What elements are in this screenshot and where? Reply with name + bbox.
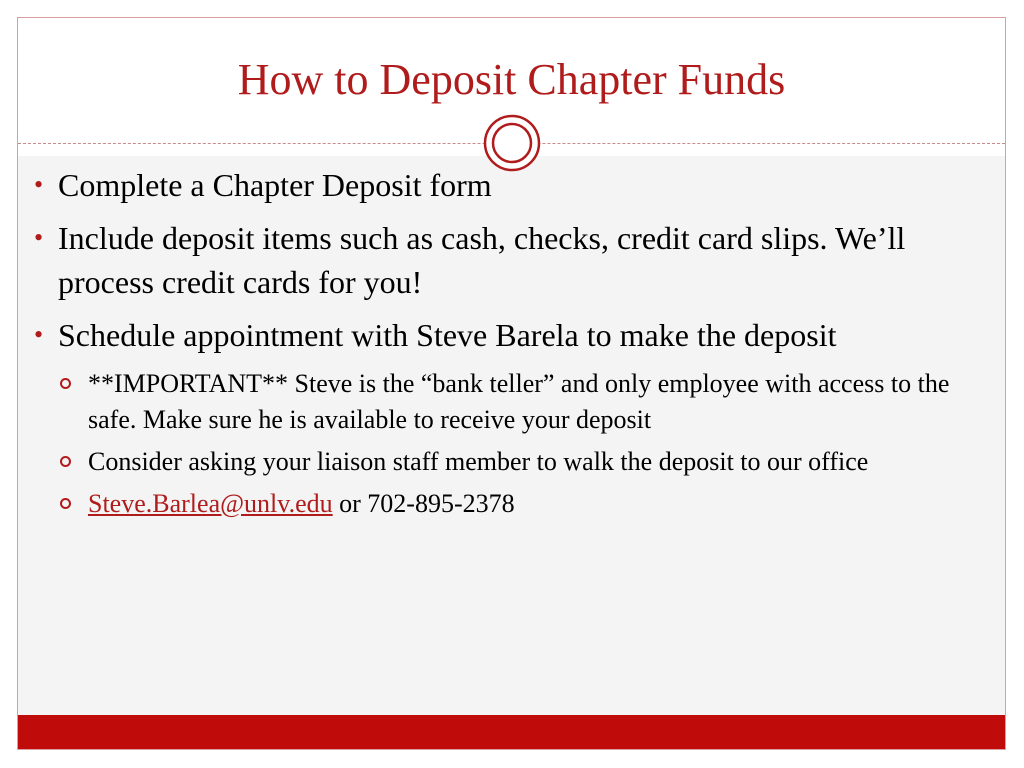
sub-bullet-item — [30, 366, 970, 438]
bullet-dot-icon: • — [34, 223, 44, 252]
email-link[interactable]: Steve.Barlea@unlv.edu — [88, 489, 333, 518]
circle-bullet-icon — [60, 456, 71, 467]
sub-bullet-item — [30, 444, 970, 480]
bullet-item — [30, 313, 970, 357]
bullet-text: Complete a Chapter Deposit form — [58, 167, 492, 203]
bullet-text: Schedule appointment with Steve Barela to make the deposit — [58, 317, 837, 353]
slide-title: How to Deposit Chapter Funds — [237, 55, 786, 104]
bullet-item — [30, 216, 970, 304]
bullet-dot-icon: • — [34, 170, 44, 199]
sub-bullet-text: Consider asking your liaison staff member to walk the deposit to our office — [88, 447, 869, 476]
bullet-item — [30, 163, 970, 207]
footer-bar — [18, 715, 1005, 749]
bullet-list — [30, 163, 970, 528]
sub-bullet-text: **IMPORTANT** Steve is the “bank teller” and only employee with access to the safe. Make sure he is available to receive your deposit — [88, 369, 950, 434]
phone-text: or 702-895-2378 — [332, 489, 515, 518]
bullet-text: Include deposit items such as cash, checks, credit card slips. We’ll process credit cards for you! — [58, 220, 906, 300]
circle-bullet-icon — [60, 378, 71, 389]
bullet-dot-icon: • — [34, 320, 44, 349]
sub-bullet-item — [30, 486, 970, 522]
circle-bullet-icon — [60, 498, 71, 509]
